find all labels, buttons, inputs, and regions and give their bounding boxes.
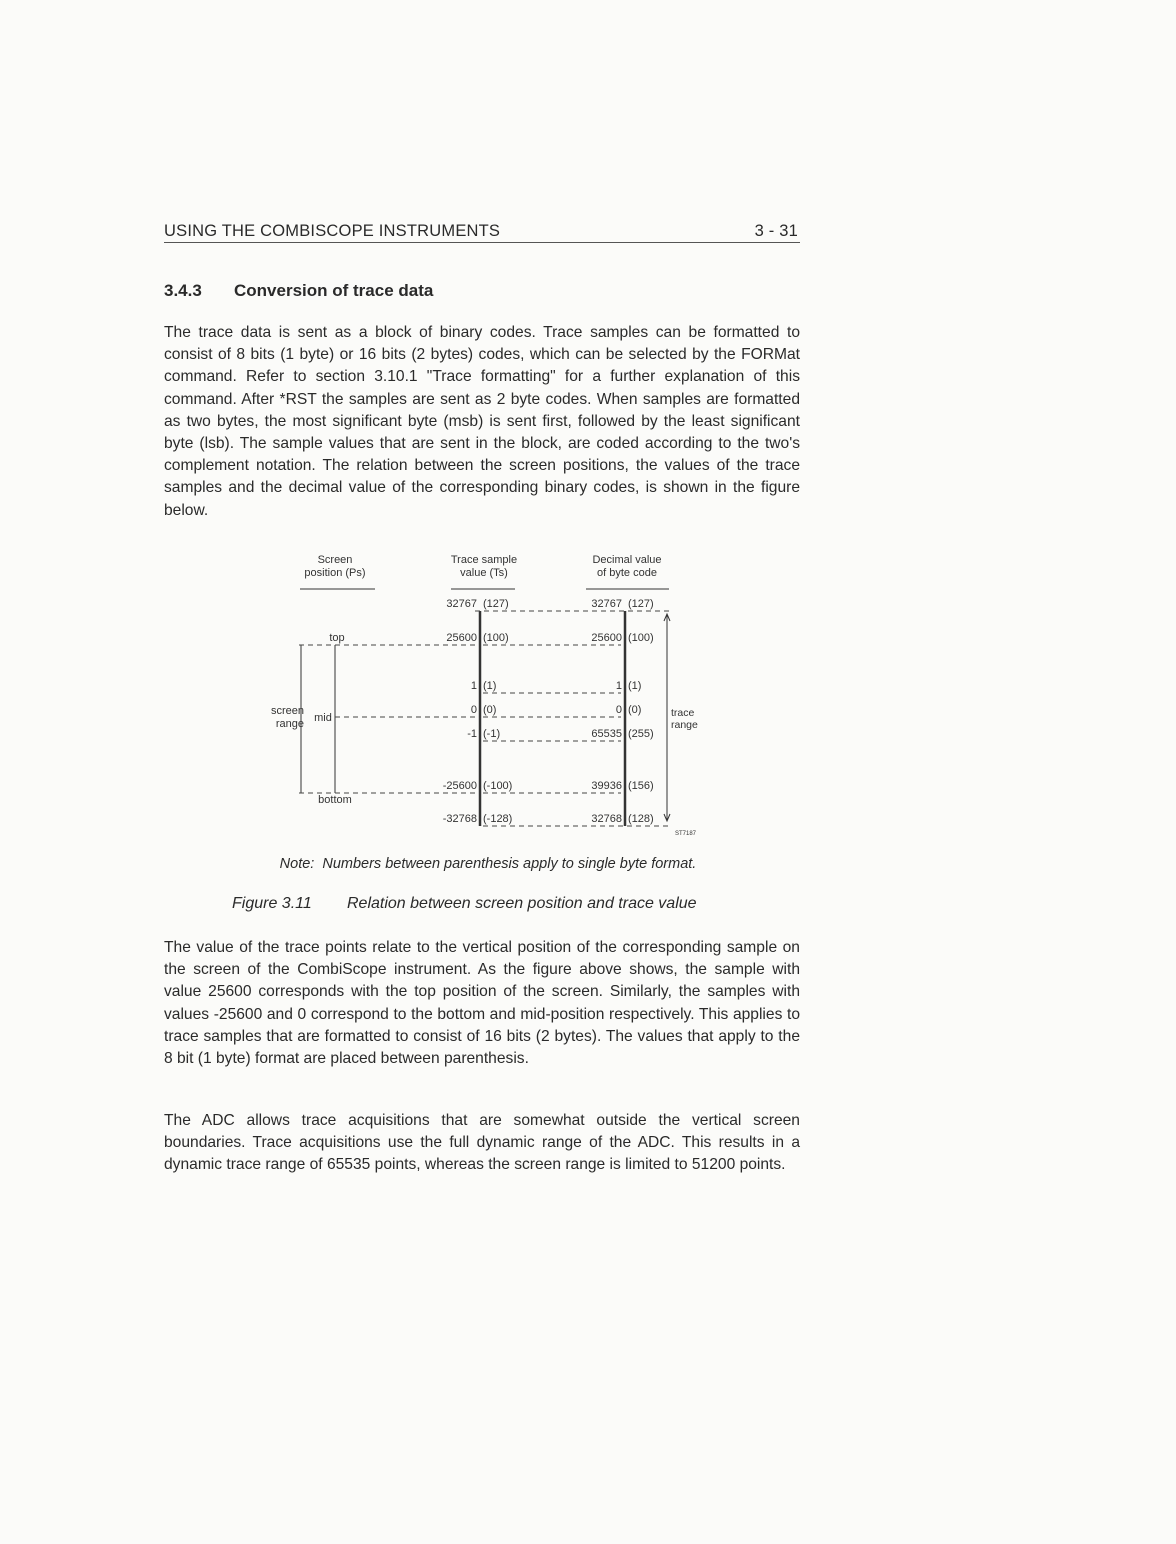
label-mid: mid: [314, 712, 332, 724]
trace-sample-byte-value: (-1): [483, 728, 501, 740]
decimal-value: 39936: [591, 780, 622, 792]
decimal-value: 32767: [591, 598, 622, 610]
decimal-header-2: of byte code: [597, 567, 657, 579]
decimal-header-1: Decimal value: [592, 554, 662, 566]
figure-title: Relation between screen position and trace value: [347, 895, 697, 912]
trace-sample-value: 0: [470, 704, 477, 716]
trace-sample-value: -1: [467, 728, 477, 740]
decimal-byte-value: (128): [628, 813, 654, 825]
screen-header-1: Screen: [317, 554, 353, 566]
decimal-byte-value: (255): [628, 728, 654, 740]
decimal-byte-value: (1): [628, 680, 642, 692]
paragraph-adc: The ADC allows trace acquisitions that are somewhat outside the vertical screen boundaries. Trace acquisitions use the full dynamic range of the ADC. This results in a dynamic trace range of 65535 points, whereas the screen range is limited to 51200 points.: [164, 1112, 800, 1174]
sample-header-1: Trace sample: [450, 554, 518, 566]
header-title: USING THE COMBISCOPE INSTRUMENTS: [164, 222, 501, 240]
label-bottom: bottom: [318, 794, 352, 806]
label-screen-range-1: screen: [270, 705, 304, 717]
decimal-byte-value: (156): [628, 780, 654, 792]
figure-diagram: [255, 548, 715, 843]
paragraph-trace-points: The value of the trace points relate to the vertical position of the corresponding sample on the screen of the CombiScope instrument. As the figure above shows, the sample with value 25600 corresponds with the top position of the screen. Similarly, the samples with values -25600 and 0 correspond to the bottom and mid-position respectively. This applies to trace samples that are formatted to consist of 16 bits (2 bytes). The values that apply to the 8 bit (1 byte) format are placed between parenthesis.: [164, 939, 800, 1068]
trace-sample-byte-value: (1): [483, 680, 497, 692]
screen-header-2: position (Ps): [304, 567, 366, 579]
decimal-value: 32768: [591, 813, 622, 825]
section-title: Conversion of trace data: [234, 281, 434, 300]
section-number: 3.4.3: [164, 281, 202, 300]
trace-sample-byte-value: (-128): [483, 813, 513, 825]
page-number: 3 - 31: [754, 222, 798, 240]
decimal-value: 1: [615, 680, 622, 692]
paragraph-intro: The trace data is sent as a block of binary codes. Trace samples can be formatted to consist of 8 bits (1 byte) or 16 bits (2 bytes) codes, which can be selected by the FORMat command. Refer to section 3.10.1 "Trace formatting" for a further explanation of this command. After *RST the samples are sent as 2 byte codes. When samples are formatted as two bytes, the most significant byte (msb) is sent first, followed by the least significant byte (lsb). The sample values that are sent in the block, are coded according to the two's complement notation. The relation between the screen positions, the values of the trace samples and the decimal value of the corresponding binary codes, is shown in the figure below.: [164, 324, 800, 519]
trace-sample-byte-value: (0): [483, 704, 497, 716]
trace-sample-value: 32767: [446, 598, 477, 610]
note-text: Numbers between parenthesis apply to single byte format.: [322, 856, 697, 872]
trace-sample-value: -32768: [442, 813, 477, 825]
label-trace-range-2: range: [671, 719, 698, 731]
label-screen-range-2: range: [275, 718, 304, 730]
figure-note: [0, 856, 976, 872]
decimal-byte-value: (127): [628, 598, 654, 610]
trace-sample-value: 1: [470, 680, 477, 692]
label-trace-range-1: trace: [671, 707, 695, 719]
note-label: Note:: [279, 856, 315, 872]
trace-sample-byte-value: (127): [483, 598, 509, 610]
sample-header-2: value (Ts): [460, 567, 508, 579]
figure-caption: [232, 895, 697, 913]
decimal-value: 65535: [591, 728, 622, 740]
figure-ref: ST7187: [675, 831, 697, 837]
trace-sample-byte-value: (-100): [483, 780, 513, 792]
running-header: [164, 222, 800, 243]
trace-sample-value: 25600: [446, 632, 477, 644]
label-top: top: [329, 632, 345, 644]
trace-sample-value: -25600: [442, 780, 477, 792]
trace-sample-byte-value: (100): [483, 632, 509, 644]
decimal-value: 0: [615, 704, 622, 716]
figure-number: Figure 3.11: [232, 895, 312, 912]
decimal-value: 25600: [591, 632, 622, 644]
decimal-byte-value: (0): [628, 704, 642, 716]
section-heading: [164, 281, 433, 301]
decimal-byte-value: (100): [628, 632, 654, 644]
